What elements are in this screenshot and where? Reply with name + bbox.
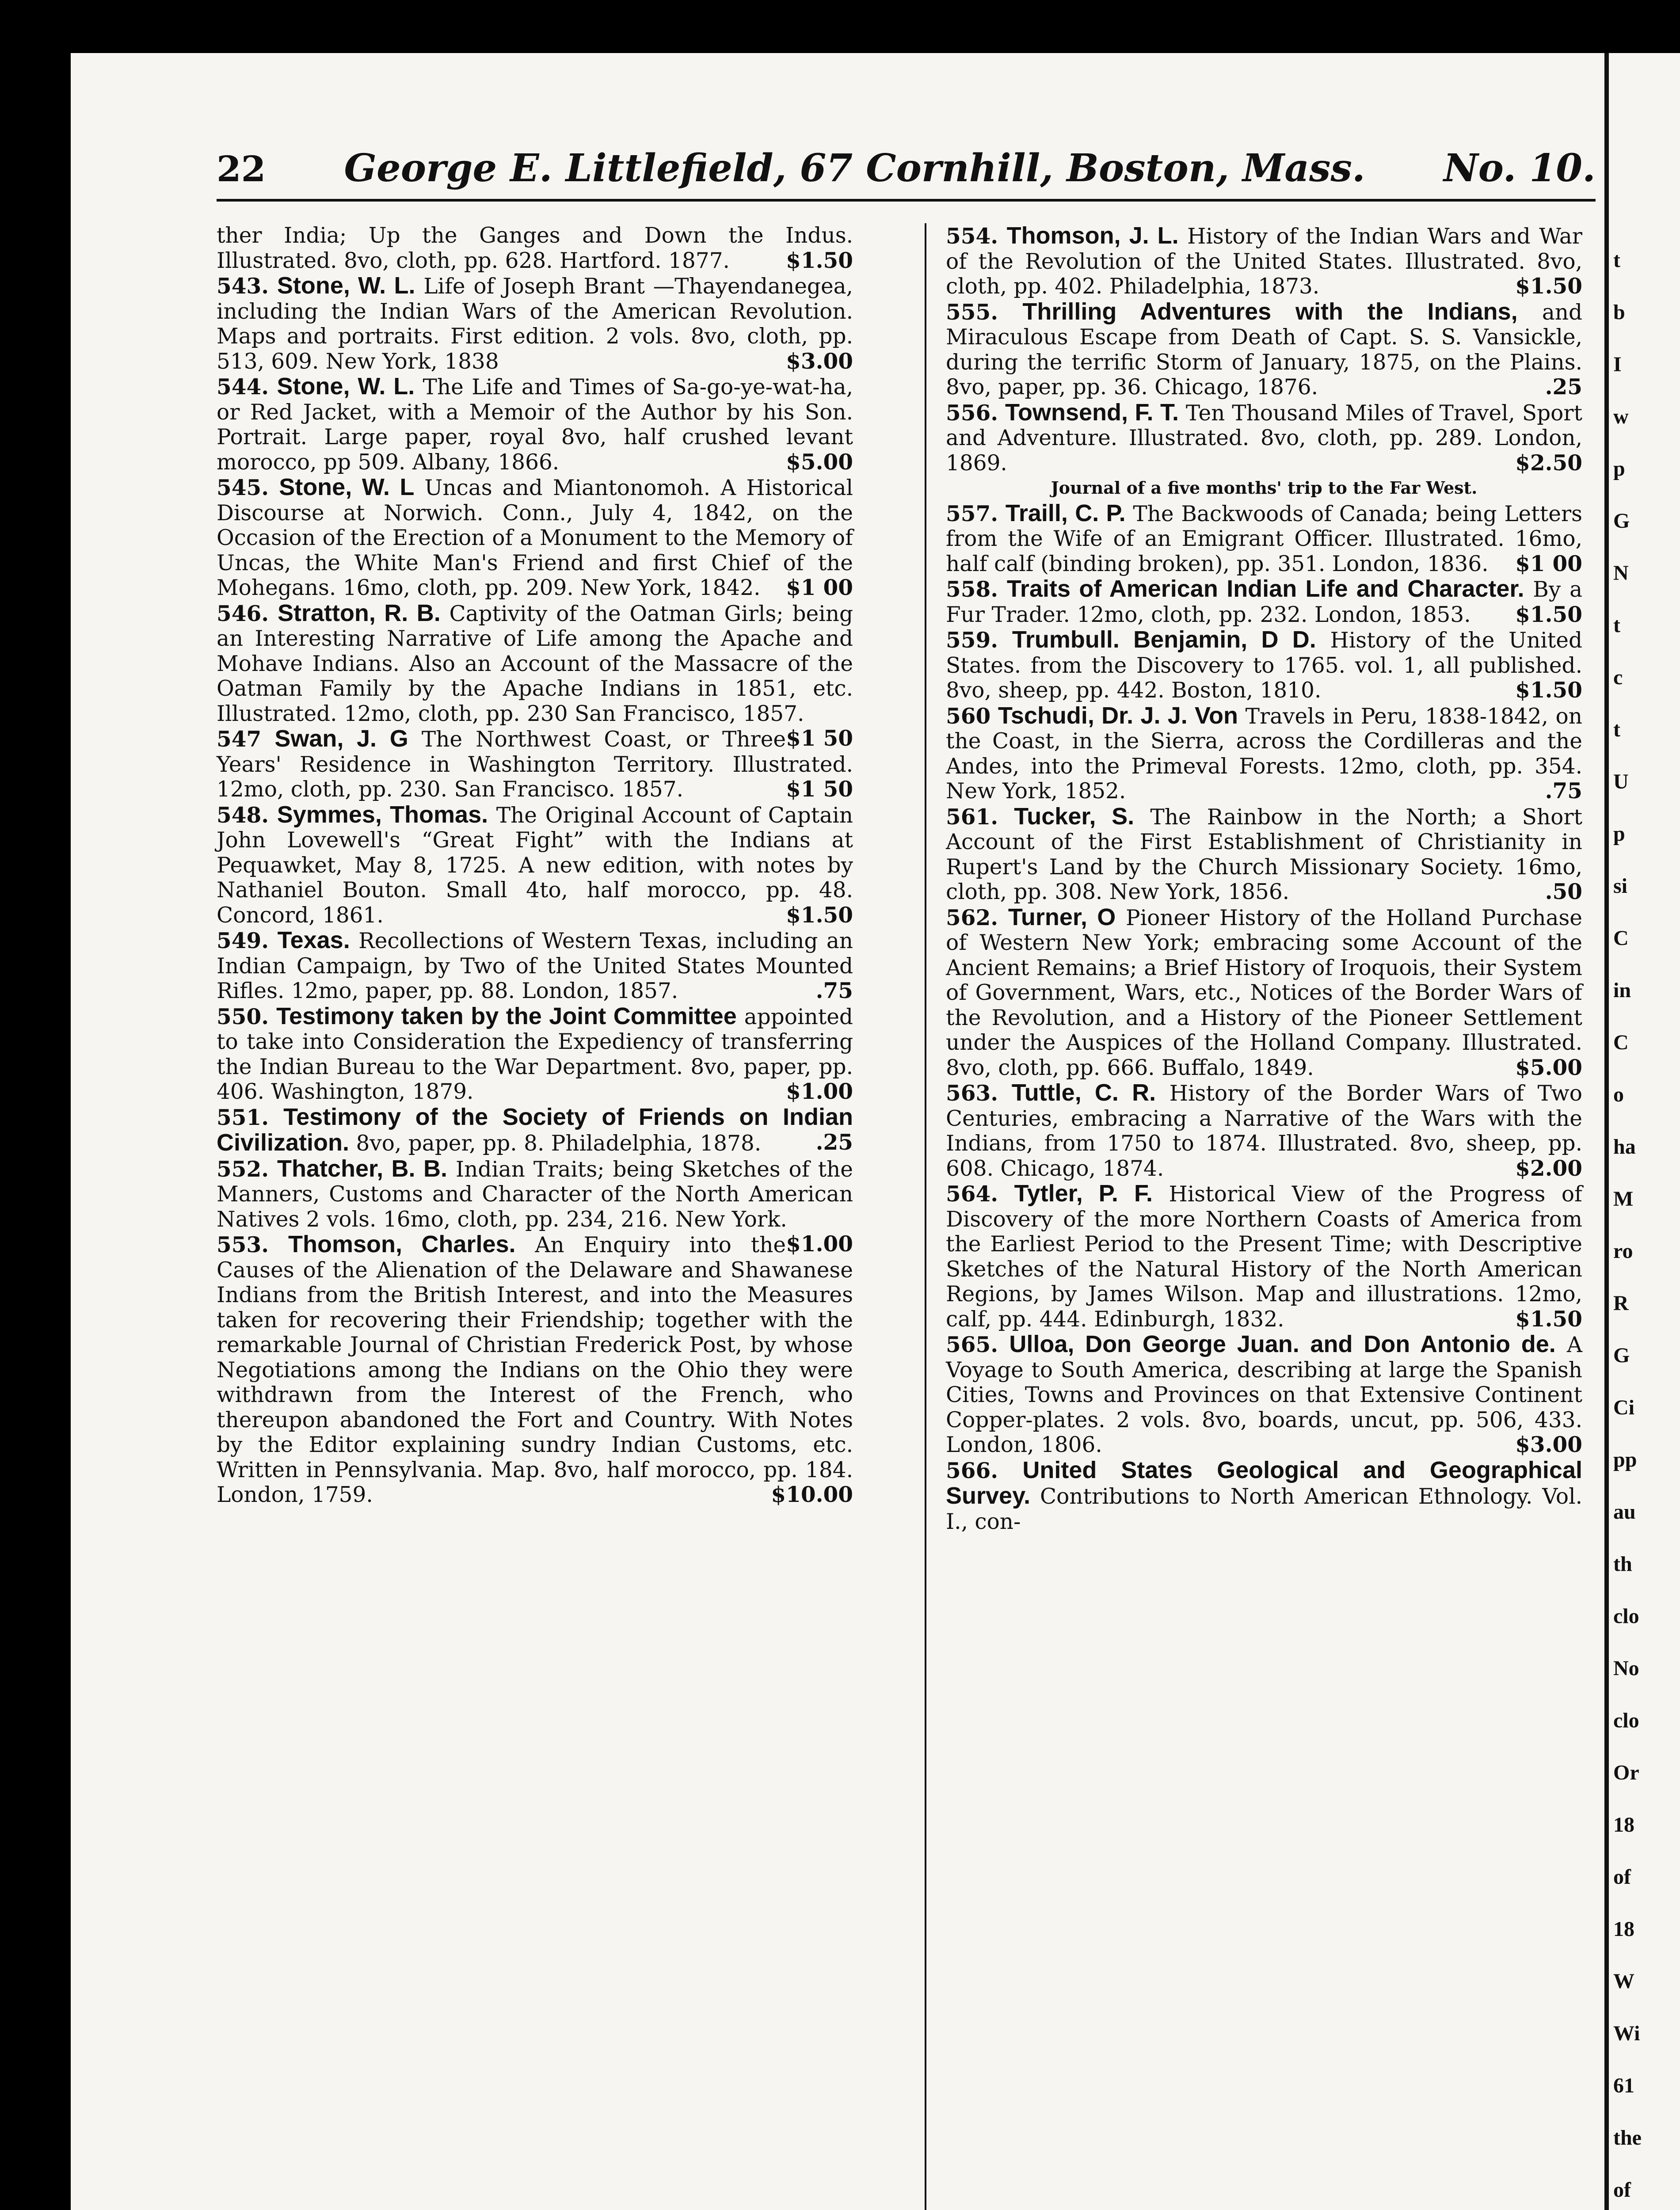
entry-number: 555.	[946, 299, 998, 325]
entry-price: $1.50	[1515, 602, 1582, 627]
adjacent-page-fragment: t	[1613, 718, 1620, 741]
adjacent-page-fragment: W	[1613, 1970, 1634, 1993]
adjacent-page-fragment: of	[1613, 2178, 1631, 2202]
adjacent-page-fragment: 18	[1613, 1813, 1634, 1837]
entry-description: The Rainbow in the North; a Short Account of the First Establishment of Christianity in Rupert's Land by the Church Missionary Society. 16mo, cloth, pp. 308. New York, 1856.	[946, 804, 1582, 904]
catalogue-entry	[946, 576, 1582, 627]
adjacent-page-fragment: No	[1613, 1657, 1639, 1680]
entry-author: Stone, W. L.	[277, 373, 415, 400]
entry-author: Tschudi, Dr. J. J. Von	[998, 702, 1238, 729]
entry-description: The Backwoods of Canada; being Letters from the Wife of an Emigrant Officer. Illustrated. 16mo, half calf (binding broken), pp. 351. London, 1836.	[946, 501, 1583, 576]
entry-author: United States Geological and Geographical Survey.	[946, 1456, 1582, 1509]
entry-description: 8vo, paper, pp. 8. Philadelphia, 1878.	[356, 1131, 762, 1156]
entry-description: Recollections of Western Texas, including an Indian Campaign, by Two of the United States Mounted Rifles. 12mo, paper, pp. 88. London, 1857.	[217, 929, 853, 1003]
entry-number: 554.	[946, 224, 998, 249]
adjacent-page-fragment: Wi	[1613, 2022, 1640, 2045]
entry-number: 557.	[946, 501, 998, 526]
entry-note: Journal of a five months' trip to the Far West.	[1051, 478, 1478, 498]
entry-author: Testimony taken by the Joint Committee	[276, 1002, 737, 1029]
entry-price: $1 00	[786, 575, 853, 600]
entry-description: By a Fur Trader. 12mo, cloth, pp. 232. London, 1853.	[946, 577, 1583, 627]
entry-author: Thatcher, B. B.	[277, 1155, 448, 1182]
publisher-line: George E. Littlefield, 67 Cornhill, Boston, Mass.	[344, 146, 1365, 191]
entry-description: Pioneer History of the Holland Purchase of Western New York; embracing some Account of the Ancient Remains; a Brief History of Iroquois, their System of Government, Wars, etc., Notices of the Border Wars of the Revolution, and a History of the Pioneer Settlement under the Auspices of the Holland Company. Illustrated. 8vo, cloth, pp. 666. Buffalo, 1849.	[946, 905, 1582, 1080]
adjacent-page-fragment: the	[1613, 2126, 1642, 2149]
adjacent-page-fragment: p	[1613, 457, 1625, 480]
catalogue-entry	[946, 627, 1582, 703]
entry-price: $1.50	[786, 902, 853, 928]
entry-number: 561.	[946, 804, 998, 830]
catalogue-entry	[946, 804, 1582, 905]
entry-number: 544.	[217, 374, 269, 400]
adjacent-page-fragment: au	[1613, 1500, 1636, 1524]
adjacent-page-fragment: c	[1613, 666, 1623, 689]
adjacent-page-fragment: b	[1613, 301, 1625, 324]
entry-number: 547	[217, 727, 262, 752]
adjacent-page-fragment: clo	[1613, 1709, 1639, 1732]
running-head	[217, 146, 1596, 199]
entry-author: Townsend, F. T.	[1005, 399, 1179, 426]
entry-description: An Enquiry into the Causes of the Alienation of the Delaware and Shawanese Indians from the British Interest, and into the Measures taken for recovering their Friendship; together with the remarkable Journal of Christian Frederick Post, by whose Negotiations among the Indians on the Ohio they were withdrawn from the Interest of the French, who thereupon abandoned the Fort and Country. With Notes by the Editor explaining sundry Indian Customs, etc. Written in Pennsylvania. Map. 8vo, half morocco, pp. 184. London, 1759.	[217, 1233, 853, 1507]
adjacent-page-fragments	[1613, 234, 1675, 2210]
entry-number: 545.	[217, 475, 269, 500]
entry-number: 552.	[217, 1156, 269, 1182]
entry-author: Thrilling Adventures with the Indians,	[1022, 298, 1518, 325]
entry-number: 548.	[217, 802, 269, 828]
adjacent-page-fragment: of	[1613, 1865, 1631, 1889]
entry-price: $1.50	[1515, 274, 1582, 299]
entry-description: Life of Joseph Brant —Thayendanegea, including the Indian Wars of the American Revolution. Maps and portraits. First edition. 2 vols. 8vo, cloth, pp. 513, 609. New York, 1838	[217, 274, 853, 374]
entry-description: History of the United States. from the Discovery to 1765. vol. 1, all published. 8vo, sheep, pp. 442. Boston, 1810.	[946, 628, 1583, 703]
entry-author: Trumbull. Benjamin, D D.	[1012, 626, 1316, 653]
adjacent-page-fragment: I	[1613, 353, 1622, 376]
catalogue-entry	[217, 1105, 853, 1156]
catalogue-entry	[946, 905, 1582, 1081]
entry-price: $2.00	[1515, 1155, 1582, 1181]
entry-price: .75	[815, 978, 853, 1003]
adjacent-page-fragment: U	[1613, 770, 1629, 793]
adjacent-page-fragment: C	[1613, 926, 1629, 950]
adjacent-page-fragment: R	[1613, 1292, 1629, 1315]
entry-author: Symmes, Thomas.	[277, 801, 488, 828]
entry-description: appointed to take into Consideration the Expediency of transferring the Indian Bureau to the War Department. 8vo, paper, pp. 406. Washington, 1879.	[217, 1004, 853, 1104]
catalogue-number: No. 10.	[1444, 146, 1596, 191]
catalogue-entry	[217, 1004, 853, 1105]
entry-number: 549.	[217, 928, 269, 953]
adjacent-page-fragment: w	[1613, 405, 1629, 428]
entry-number: 558.	[946, 577, 998, 602]
entry-description: Indian Traits; being Sketches of the Manners, Customs and Character of the North American Natives 2 vols. 16mo, cloth, pp. 234, 216. New York.	[217, 1157, 853, 1232]
entry-price: $1.50	[786, 248, 853, 273]
adjacent-page-fragment: 18	[1613, 1917, 1634, 1941]
entry-author: Traits of American Indian Life and Character.	[1006, 575, 1524, 602]
entry-author: Stone, W. L	[279, 474, 415, 500]
catalogue-entry	[946, 1080, 1582, 1181]
catalogue-entry	[946, 223, 1582, 299]
entry-price: $5.00	[1515, 1055, 1582, 1080]
adjacent-page-fragment: in	[1613, 979, 1631, 1002]
entry-number: 566.	[946, 1458, 998, 1483]
adjacent-page-fragment: o	[1613, 1083, 1624, 1106]
entry-description: Historical View of the Progress of Discovery of the more Northern Coasts of America from the Earliest Period to the Present Time; with Descriptive Sketches of the Natural History of the North American Regions, by James Wilson. Map and illustrations. 12mo, calf, pp. 444. Edinburgh, 1832.	[946, 1182, 1583, 1332]
header-rule	[217, 199, 1596, 202]
adjacent-page-fragment: pp	[1613, 1448, 1637, 1471]
entry-description: Travels in Peru, 1838-1842, on the Coast, in the Sierra, across the Cordilleras and the Andes, into the Primeval Forests. 12mo, cloth, pp. 354. New York, 1852.	[946, 704, 1582, 804]
entry-number: 551.	[217, 1105, 269, 1130]
adjacent-page-fragment: clo	[1613, 1604, 1639, 1628]
entry-price: $1.50	[1515, 1306, 1582, 1332]
entry-description: The Northwest Coast, or Three Years' Residence in Washington Territory. Illustrated. 12mo, cloth, pp. 230. San Francisco. 1857.	[217, 727, 853, 802]
catalogue-entry	[946, 400, 1582, 476]
adjacent-page-fragment: t	[1613, 248, 1620, 272]
entry-description: A Voyage to South America, describing at large the Spanish Cities, Towns and Provinces on that Extensive Continent Copper-plates. 2 vols. 8vo, boards, uncut, pp. 506, 433. London, 1806.	[946, 1333, 1583, 1457]
entry-author: Thomson, J. L.	[1006, 222, 1179, 249]
adjacent-page-fragment: N	[1613, 561, 1629, 585]
entry-price: .25	[815, 1130, 853, 1155]
catalogue-entry	[946, 703, 1582, 804]
entry-author: Texas.	[277, 927, 350, 953]
entry-description: The Original Account of Captain John Lovewell's “Great Fight” with the Indians at Pequawket, May 8, 1725. A new edition, with notes by Nathaniel Bouton. Small 4to, half morocco, pp. 48. Concord, 1861.	[217, 803, 853, 928]
adjacent-page-fragment: ha	[1613, 1135, 1636, 1158]
catalogue-entry	[217, 223, 853, 273]
entry-price: $1 50	[786, 777, 853, 802]
entry-description: Ten Thousand Miles of Travel, Sport and Adventure. Illustrated. 8vo, cloth, pp. 289. London, 1869.	[946, 400, 1582, 476]
adjacent-page-fragment: M	[1613, 1187, 1634, 1211]
entry-price: .75	[1545, 778, 1582, 804]
adjacent-page-fragment: Or	[1613, 1761, 1639, 1784]
entry-price: $1.00	[786, 1079, 853, 1104]
catalogue-entry	[217, 374, 853, 475]
catalogue-entry	[946, 1181, 1582, 1332]
page-number: 22	[217, 148, 266, 190]
entry-price: $2.50	[1515, 450, 1582, 476]
entry-description: Captivity of the Oatman Girls; being an Interesting Narrative of Life among the Apache and Mohave Indians. Also an Account of the Massacre of the Oatman Family by the Apache Indians in 1851, etc. Illustrated. 12mo, cloth, pp. 230 San Francisco, 1857.	[217, 601, 853, 726]
entry-number: 562.	[946, 905, 998, 930]
entry-number: 565.	[946, 1332, 998, 1357]
column-divider	[925, 223, 926, 2210]
entry-author: Traill, C. P.	[1005, 499, 1126, 526]
entry-description: The Life and Times of Sa-go-ye-wat-ha, or Red Jacket, with a Memoir of the Author by his Son. Portrait. Large paper, royal 8vo, half crushed levant morocco, pp 509. Albany, 1866.	[217, 375, 853, 475]
entry-description: Uncas and Miantonomoh. A Historical Discourse at Norwich. Conn., July 4, 1842, on the Occasion of the Erection of a Monument to the Memory of Uncas, the White Man's Friend and first Chief of the Mohegans. 16mo, cloth, pp. 209. New York, 1842.	[217, 476, 853, 600]
entry-description: ther India; Up the Ganges and Down the Indus. Illustrated. 8vo, cloth, pp. 628. Hartford. 1877.	[217, 223, 853, 273]
catalogue-entry	[946, 501, 1582, 577]
catalogue-entry	[217, 273, 853, 374]
adjacent-page-fragment: si	[1613, 874, 1628, 898]
catalogue-entry	[946, 1458, 1582, 1535]
entry-price: $5.00	[786, 449, 853, 475]
entry-number: 543.	[217, 274, 269, 299]
entry-number: 564.	[946, 1181, 998, 1207]
entry-author: Swan, J. G	[274, 725, 408, 752]
catalogue-entry	[217, 802, 853, 928]
entry-author: Stratton, R. B.	[277, 599, 441, 626]
catalogue-entry	[946, 299, 1582, 400]
entry-number: 563.	[946, 1081, 998, 1106]
entry-price: .25	[1545, 374, 1582, 400]
entry-price: $1 50	[786, 726, 853, 751]
entry-price: $10.00	[771, 1482, 853, 1507]
catalogue-entry	[217, 475, 853, 601]
adjacent-page-fragment: 61	[1613, 2074, 1634, 2097]
adjacent-page-fragment: G	[1613, 509, 1630, 533]
entry-number: 560	[946, 703, 991, 729]
entry-number: 556.	[946, 400, 998, 426]
entry-author: Stone, W. L.	[277, 272, 415, 299]
entry-price: $1 00	[1515, 551, 1582, 576]
left-column	[217, 223, 853, 1508]
entry-price: .50	[1545, 879, 1582, 904]
entry-description: Contributions to North American Ethnology. Vol. I., con-	[946, 1484, 1582, 1534]
catalogue-entry	[217, 726, 853, 802]
entry-author: Ulloa, Don George Juan. and Don Antonio de.	[1009, 1331, 1556, 1357]
entry-number: 553.	[217, 1232, 269, 1257]
catalogue-entry	[217, 928, 853, 1004]
entry-description: and Miraculous Escape from Death of Capt. S. S. Vansickle, during the terrific Storm of January, 1875, on the Plains. 8vo, paper, pp. 36. Chicago, 1876.	[946, 300, 1583, 400]
entry-author: Tytler, P. F.	[1014, 1180, 1153, 1207]
adjacent-page-fragment: G	[1613, 1344, 1630, 1367]
adjacent-page-fragment: t	[1613, 613, 1620, 637]
entry-author: Turner, O	[1008, 903, 1116, 930]
entry-price: $1.00	[786, 1231, 853, 1257]
entry-author: Thomson, Charles.	[288, 1231, 516, 1257]
entry-author: Testimony of the Society of Friends on Indian Civilization.	[217, 1103, 853, 1156]
entry-number: 550.	[217, 1004, 269, 1029]
entry-price: $3.00	[1515, 1432, 1582, 1457]
entry-number: 546.	[217, 601, 269, 626]
entry-author: Tucker, S.	[1014, 803, 1135, 830]
adjacent-page-fragment: p	[1613, 822, 1625, 846]
adjacent-page-fragment: th	[1613, 1552, 1632, 1576]
entry-number: 559.	[946, 628, 998, 653]
adjacent-page-fragment: Ci	[1613, 1396, 1634, 1419]
right-column	[946, 223, 1582, 1534]
entry-description: History of the Indian Wars and War of the Revolution of the United States. Illustrated. 8vo, cloth, pp. 402. Philadelphia, 1873.	[946, 224, 1582, 299]
adjacent-page-fragment: C	[1613, 1031, 1629, 1054]
catalogue-entry	[217, 1232, 853, 1508]
entry-price: $3.00	[786, 348, 853, 374]
entry-author: Tuttle, C. R.	[1011, 1079, 1156, 1106]
entry-price: $1.50	[1515, 678, 1582, 703]
catalogue-entry	[946, 1332, 1582, 1458]
entry-description: History of the Border Wars of Two Centuries, embracing a Narrative of the Wars with the Indians, from 1750 to 1874. Illustrated. 8vo, sheep, pp. 608. Chicago, 1874.	[946, 1081, 1582, 1181]
adjacent-page-fragment: ro	[1613, 1239, 1633, 1263]
